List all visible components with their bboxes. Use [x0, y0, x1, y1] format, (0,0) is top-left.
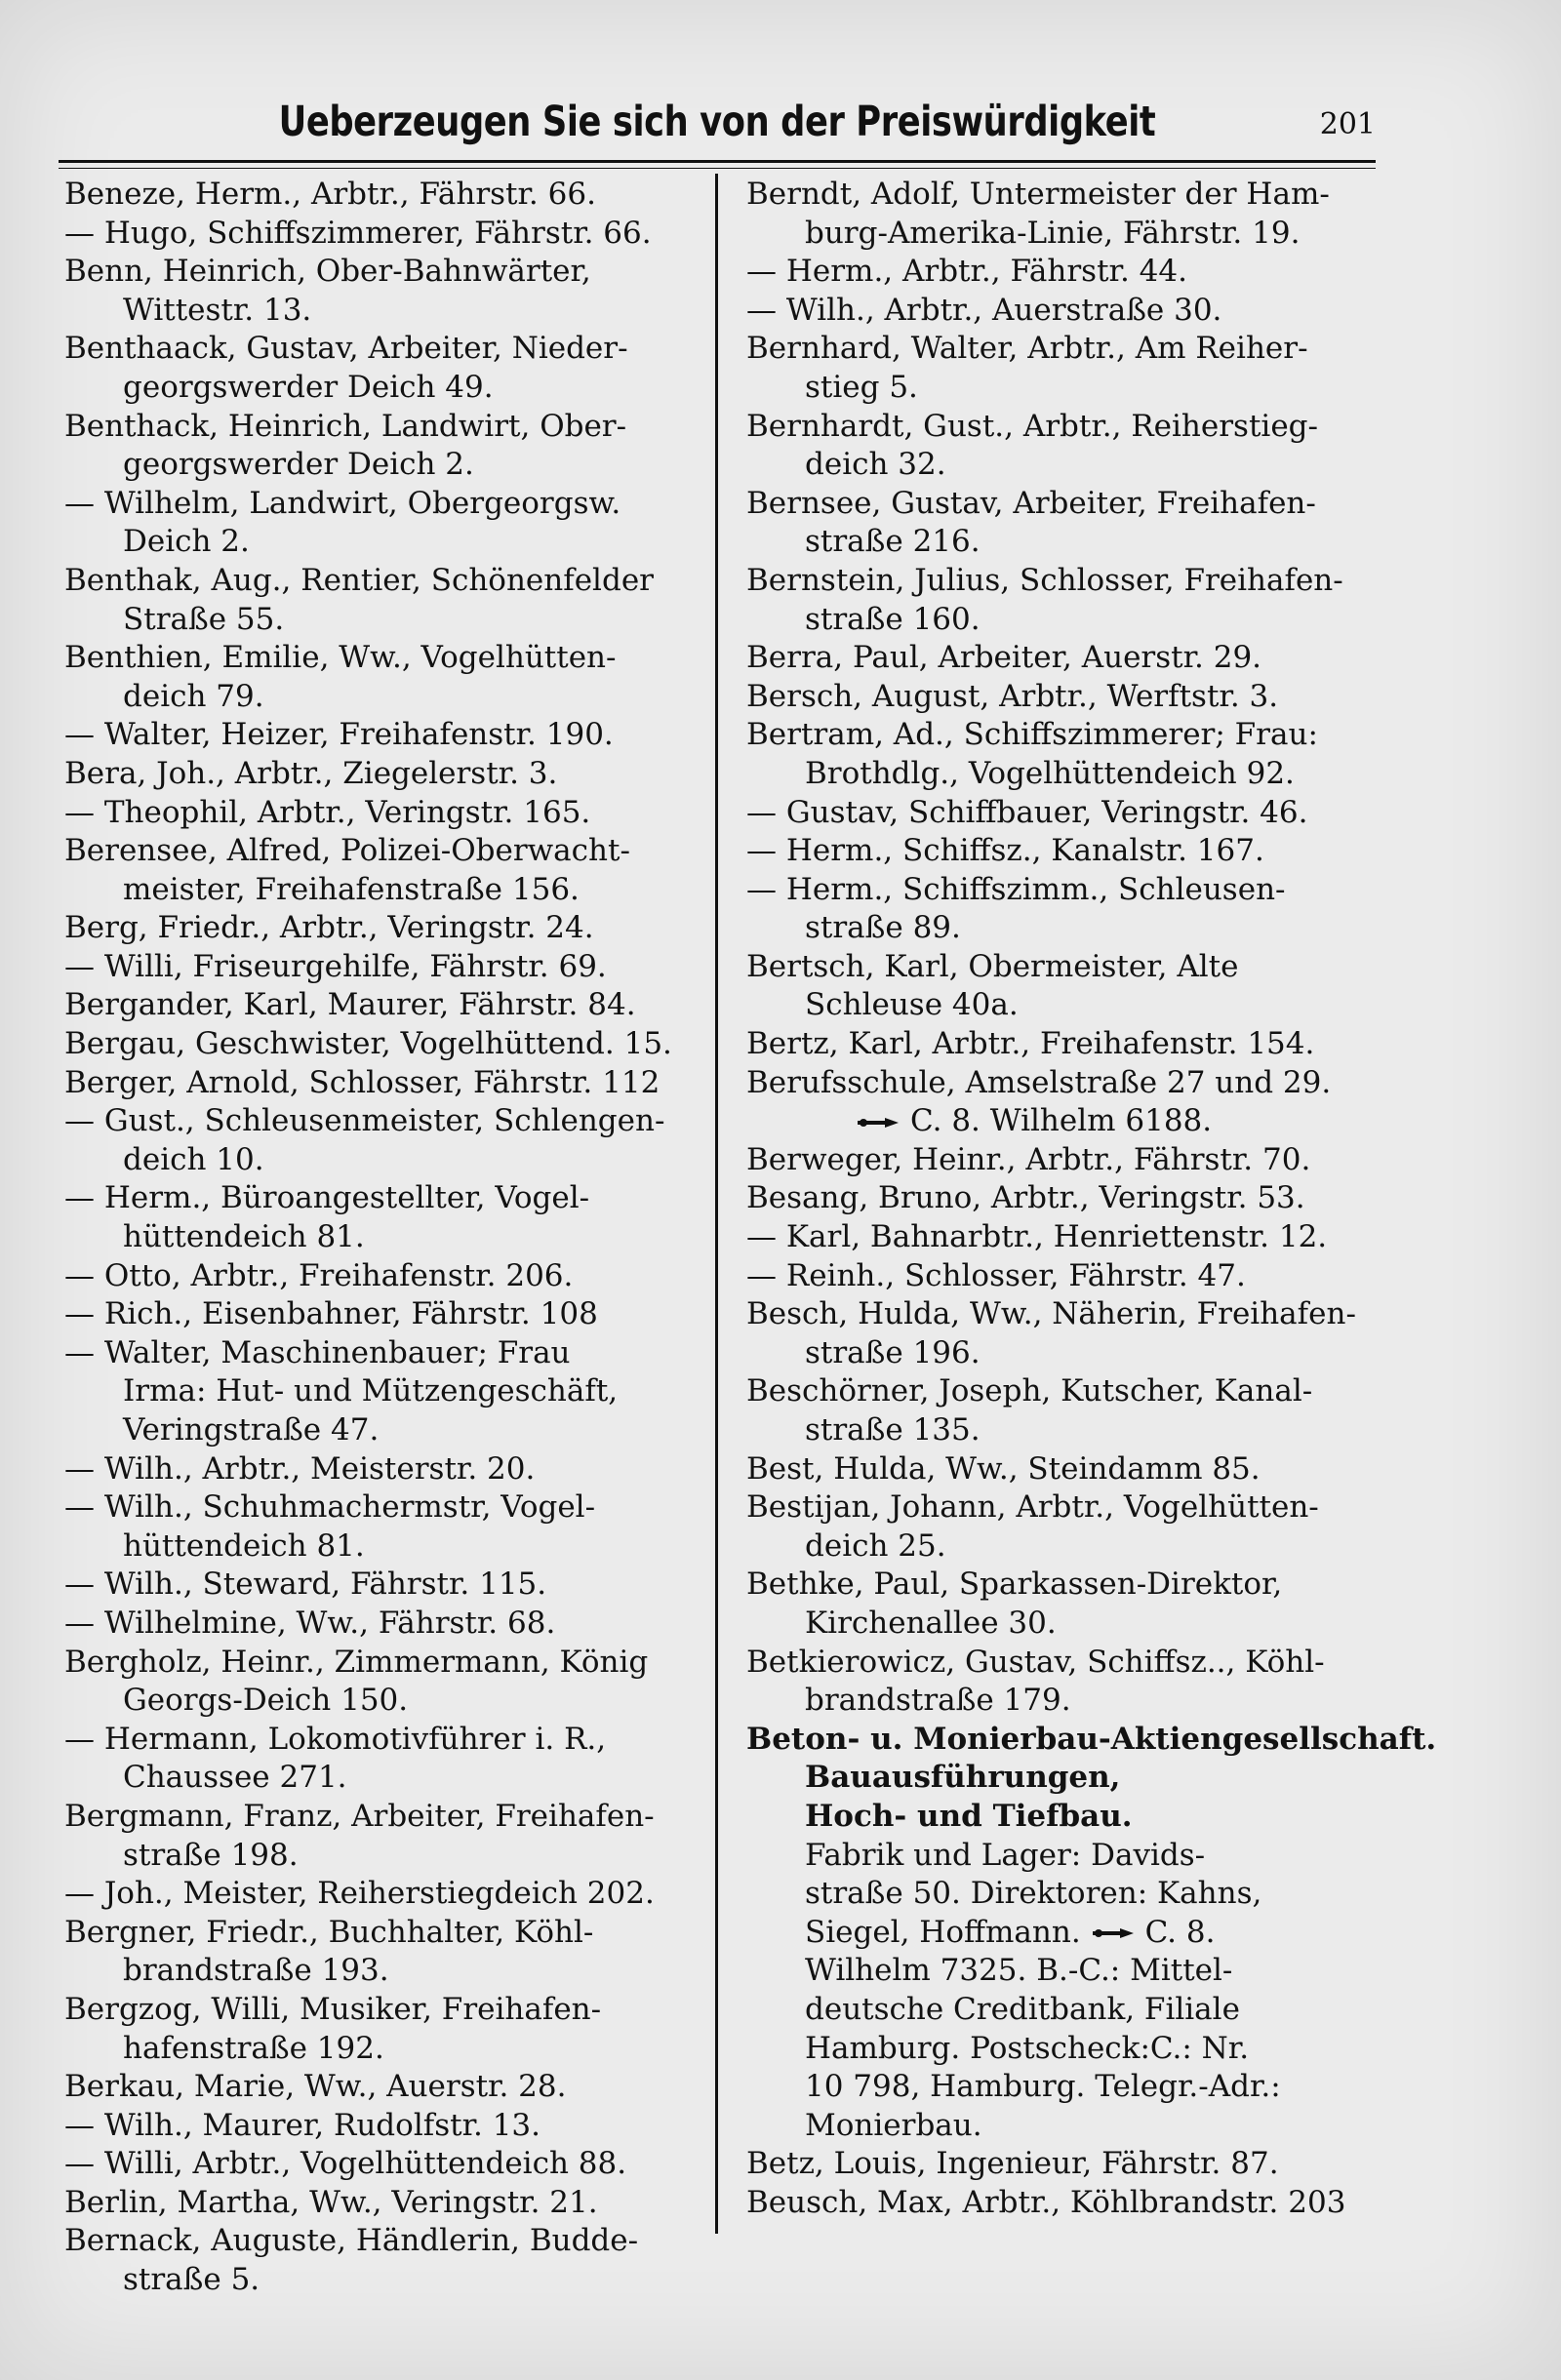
entry-line: — Wilh., Arbtr., Meisterstr. 20.: [64, 1450, 536, 1487]
entry-line: — Rich., Eisenbahner, Fährstr. 108: [64, 1296, 598, 1332]
entry-line: deich 32.: [805, 447, 946, 483]
entry-line: — Willi, Friseurgehilfe, Fährstr. 69.: [64, 948, 607, 984]
entry-line: — Hugo, Schiffszimmerer, Fährstr. 66.: [64, 215, 652, 251]
entry-line: Wittestr. 13.: [123, 292, 312, 328]
entry-line: Bertram, Ad., Schiffszimmerer; Frau:: [746, 717, 1318, 753]
page-header: [59, 94, 1376, 156]
entry-line: — Wilhelmine, Ww., Fährstr. 68.: [64, 1605, 556, 1641]
entry-line: Berweger, Heinr., Arbtr., Fährstr. 70.: [746, 1141, 1311, 1177]
entry-line: Straße 55.: [123, 601, 285, 637]
entry-line: Beusch, Max, Arbtr., Köhlbrandstr. 203: [746, 2184, 1346, 2220]
entry-line: Brothdlg., Vogelhüttendeich 92.: [805, 755, 1295, 791]
left-column: [64, 176, 697, 2300]
entry-line: Bera, Joh., Arbtr., Ziegelerstr. 3.: [64, 755, 558, 791]
entry-line: — Joh., Meister, Reiherstiegdeich 202.: [64, 1876, 655, 1912]
entry-line: georgswerder Deich 49.: [123, 369, 494, 405]
entry-line: Deich 2.: [123, 524, 250, 560]
entry-line: — Hermann, Lokomotivführer i. R.,: [64, 1721, 607, 1757]
entry-line: hafenstraße 192.: [123, 2030, 384, 2066]
entry-line: Berger, Arnold, Schlosser, Fährstr. 112: [64, 1064, 660, 1100]
entry-line: Bergander, Karl, Maurer, Fährstr. 84.: [64, 987, 636, 1023]
entry-line: Veringstraße 47.: [123, 1412, 380, 1448]
entry-line: Best, Hulda, Ww., Steindamm 85.: [746, 1450, 1261, 1487]
entry-line: — Herm., Arbtr., Fährstr. 44.: [746, 254, 1187, 290]
entry-line: — Willi, Arbtr., Vogelhüttendeich 88.: [64, 2146, 627, 2182]
entry-line: Bernstein, Julius, Schlosser, Freihafen-: [746, 562, 1343, 598]
entry-line: hüttendeich 81.: [123, 1219, 365, 1255]
phone-number: C. 8. Wilhelm 6188.: [910, 1103, 1213, 1139]
entry-line: Berkau, Marie, Ww., Auerstr. 28.: [64, 2069, 567, 2105]
entry-line: Bergholz, Heinr., Zimmermann, König: [64, 1644, 649, 1680]
entry-line: Bertz, Karl, Arbtr., Freihafenstr. 154.: [746, 1026, 1315, 1062]
telephone-icon: [856, 1116, 902, 1130]
entry-line: Hamburg. Postscheck:C.: Nr.: [805, 2030, 1250, 2066]
entry-line: — Theophil, Arbtr., Veringstr. 165.: [64, 794, 591, 830]
entry-line: Bertsch, Karl, Obermeister, Alte: [746, 948, 1239, 984]
entry-line: — Herm., Schiffszimm., Schleusen-: [746, 871, 1286, 907]
entry-line: hüttendeich 81.: [123, 1527, 365, 1564]
directors-text: Siegel, Hoffmann.: [805, 1914, 1081, 1950]
entry-line: Monierbau.: [805, 2107, 982, 2143]
entry-line: Benthak, Aug., Rentier, Schönenfelder: [64, 562, 654, 598]
entry-line: Bergner, Friedr., Buchhalter, Köhl-: [64, 1914, 594, 1950]
entry-line: straße 89.: [805, 910, 961, 946]
entry-line: Fabrik und Lager: Davids-: [805, 1837, 1206, 1873]
entry-line: straße 196.: [805, 1334, 981, 1370]
entry-line: Benthien, Emilie, Ww., Vogelhütten-: [64, 640, 617, 676]
entry-line: Georgs-Deich 150.: [123, 1683, 409, 1719]
entry-line: Bergzog, Willi, Musiker, Freihafen-: [64, 1991, 602, 2027]
column-divider: [715, 174, 718, 2234]
entry-line: burg-Amerika-Linie, Fährstr. 19.: [805, 215, 1301, 251]
header-rule-thin: [59, 168, 1376, 169]
entry-line: stieg 5.: [805, 369, 918, 405]
entry-line: Besang, Bruno, Arbtr., Veringstr. 53.: [746, 1180, 1305, 1216]
telephone-icon: [1091, 1926, 1138, 1940]
entry-line: straße 5.: [123, 2262, 260, 2298]
entry-line: 10 798, Hamburg. Telegr.-Adr.:: [805, 2069, 1281, 2105]
entry-line: — Wilh., Arbtr., Auerstraße 30.: [746, 292, 1222, 328]
entry-line: — Herm., Schiffsz., Kanalstr. 167.: [746, 833, 1264, 869]
entry-line: Bernsee, Gustav, Arbeiter, Freihafen-: [746, 485, 1316, 521]
entry-line: Berndt, Adolf, Untermeister der Ham-: [746, 177, 1330, 212]
entry-line: Beschörner, Joseph, Kutscher, Kanal-: [746, 1373, 1313, 1409]
entry-line: — Walter, Maschinenbauer; Frau: [64, 1334, 571, 1370]
entry-line: straße 216.: [805, 524, 981, 560]
entry-line: Bernack, Auguste, Händlerin, Budde-: [64, 2223, 639, 2259]
entry-line: Benn, Heinrich, Ober-Bahnwärter,: [64, 254, 591, 290]
company-tagline: Hoch- und Tiefbau.: [805, 1798, 1133, 1834]
entry-line: — Wilh., Steward, Fährstr. 115.: [64, 1567, 547, 1603]
entry-line: Bergau, Geschwister, Vogelhüttend. 15.: [64, 1026, 672, 1062]
right-column: [746, 176, 1437, 2222]
entry-line: deutsche Creditbank, Filiale: [805, 1991, 1240, 2027]
entry-line: Besch, Hulda, Ww., Näherin, Freihafen-: [746, 1296, 1356, 1332]
entry-line: Berra, Paul, Arbeiter, Auerstr. 29.: [746, 640, 1262, 676]
phone-prefix: C. 8.: [1144, 1914, 1216, 1950]
entry-line: Beneze, Herm., Arbtr., Fährstr. 66.: [64, 177, 596, 212]
entry-line: Berufsschule, Amselstraße 27 und 29.: [746, 1064, 1332, 1100]
entry-line: Betz, Louis, Ingenieur, Fährstr. 87.: [746, 2146, 1279, 2182]
entry-line: Berensee, Alfred, Polizei-Oberwacht-: [64, 833, 630, 869]
entry-line: — Wilh., Schuhmachermstr, Vogel-: [64, 1489, 596, 1526]
page-number: 201: [1319, 107, 1376, 141]
entry-line: Kirchenallee 30.: [805, 1605, 1057, 1641]
entry-line: Bernhard, Walter, Arbtr., Am Reiher-: [746, 331, 1308, 367]
entry-line: — Gust., Schleusenmeister, Schlengen-: [64, 1103, 665, 1139]
entry-line: — Walter, Heizer, Freihafenstr. 190.: [64, 717, 614, 753]
entry-line: Betkierowicz, Gustav, Schiffsz.., Köhl-: [746, 1644, 1325, 1680]
entry-line: deich 79.: [123, 678, 264, 714]
entry-line: Berlin, Martha, Ww., Veringstr. 21.: [64, 2184, 598, 2220]
entry-line: — Reinh., Schlosser, Fährstr. 47.: [746, 1257, 1246, 1293]
page-title: Ueberzeugen Sie sich von der Preiswürdigkeit: [278, 98, 1156, 146]
header-rule: [59, 160, 1376, 163]
entry-line: deich 25.: [805, 1527, 946, 1564]
company-name: Beton- u. Monierbau-Aktiengesellschaft.: [746, 1721, 1437, 1757]
entry-line: — Wilhelm, Landwirt, Obergeorgsw.: [64, 485, 621, 521]
entry-line: Benthaack, Gustav, Arbeiter, Nieder-: [64, 331, 628, 367]
entry-line: Irma: Hut- und Mützengeschäft,: [123, 1373, 619, 1409]
entry-line: — Wilh., Maurer, Rudolfstr. 13.: [64, 2107, 540, 2143]
entry-line: Chaussee 271.: [123, 1760, 347, 1796]
entry-line: [746, 1102, 1379, 1141]
entry-line: — Gustav, Schiffbauer, Veringstr. 46.: [746, 794, 1308, 830]
entry-line: straße 135.: [805, 1412, 981, 1448]
entry-line: — Herm., Büroangestellter, Vogel-: [64, 1180, 590, 1216]
entry-line: Wilhelm 7325. B.-C.: Mittel-: [805, 1953, 1233, 1989]
entry-line: Bestijan, Johann, Arbtr., Vogelhütten-: [746, 1489, 1319, 1526]
entry-line: Berg, Friedr., Arbtr., Veringstr. 24.: [64, 910, 594, 946]
entry-line: Bergmann, Franz, Arbeiter, Freihafen-: [64, 1798, 655, 1834]
entry-line: brandstraße 193.: [123, 1953, 389, 1989]
entry-line: — Karl, Bahnarbtr., Henriettenstr. 12.: [746, 1219, 1328, 1255]
entry-line: straße 160.: [805, 601, 981, 637]
entry-line: straße 198.: [123, 1837, 299, 1873]
entry-line: Bethke, Paul, Sparkassen-Direktor,: [746, 1567, 1283, 1603]
entry-line: brandstraße 179.: [805, 1683, 1071, 1719]
entry-line: Benthack, Heinrich, Landwirt, Ober-: [64, 408, 627, 444]
entry-line: [746, 1914, 1379, 1953]
entry-line: georgswerder Deich 2.: [123, 447, 474, 483]
entry-line: Schleuse 40a.: [805, 987, 1019, 1023]
entry-line: — Otto, Arbtr., Freihafenstr. 206.: [64, 1257, 574, 1293]
entry-line: meister, Freihafenstraße 156.: [123, 871, 580, 907]
entry-line: straße 50. Direktoren: Kahns,: [805, 1876, 1262, 1912]
entry-line: Bernhardt, Gust., Arbtr., Reiherstieg-: [746, 408, 1319, 444]
company-tagline: Bauausführungen,: [805, 1760, 1121, 1796]
entry-line: deich 10.: [123, 1141, 264, 1177]
entry-line: Bersch, August, Arbtr., Werftstr. 3.: [746, 678, 1279, 714]
